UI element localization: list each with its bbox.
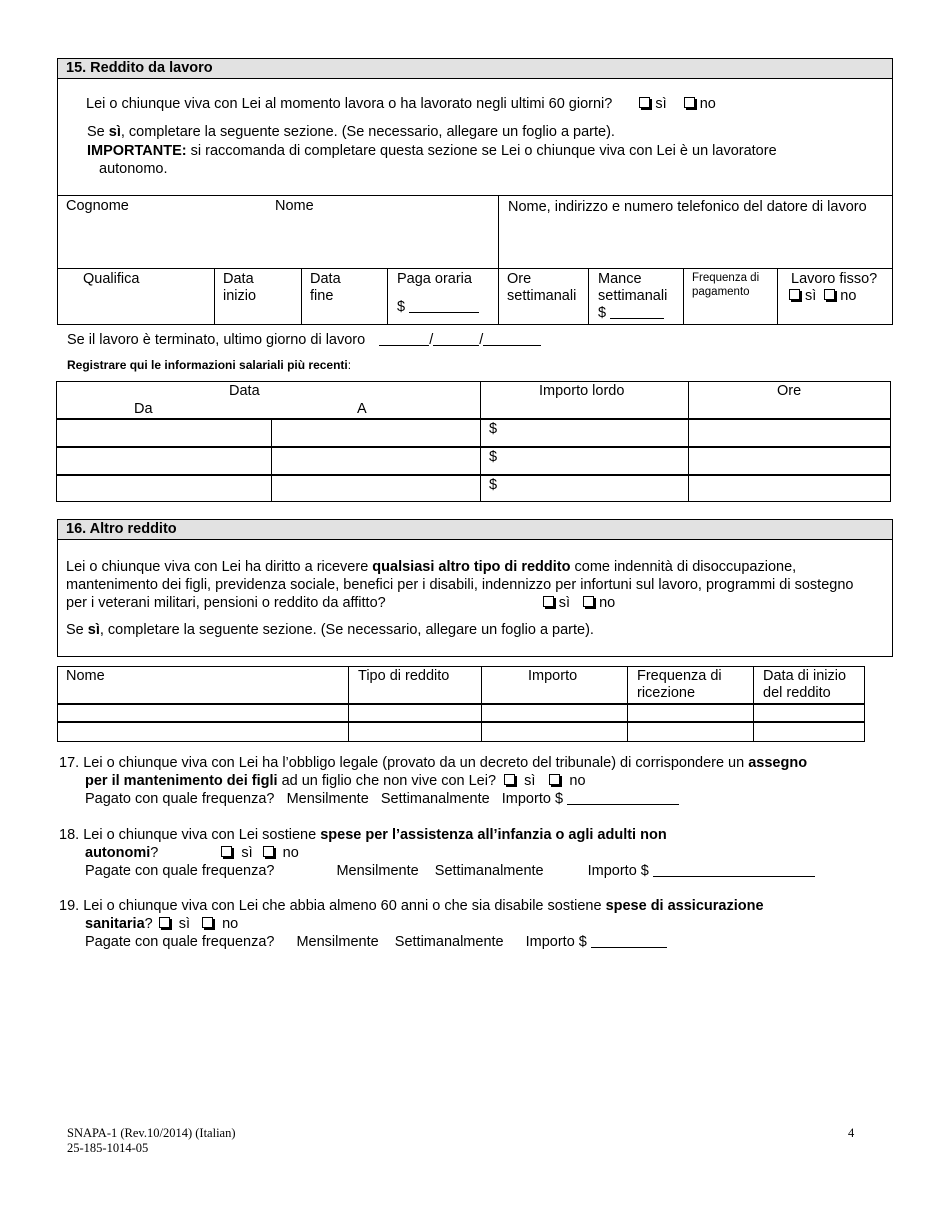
salary-note: Registrare qui le informazioni salariali più recenti: xyxy=(67,358,352,372)
salary-col-data: Data xyxy=(229,383,260,399)
income-col-tipo: Tipo di reddito xyxy=(358,668,450,684)
salary-col-importo: Importo lordo xyxy=(539,383,625,399)
q17-no-checkbox[interactable] xyxy=(549,774,560,785)
q19-yes-checkbox[interactable] xyxy=(159,917,170,928)
last-day-month[interactable] xyxy=(379,333,429,346)
last-day-line: Se il lavoro è terminato, ultimo giorno di lavoro / / xyxy=(67,332,541,348)
page-number: 4 xyxy=(848,1126,855,1140)
q18-weekly[interactable]: Settimanalmente xyxy=(434,863,544,879)
salary-row-dollar: $ xyxy=(489,477,498,493)
col-mance: Mance settimanali $ xyxy=(598,271,668,321)
section-16-header xyxy=(58,520,892,540)
s15-no-checkbox[interactable] xyxy=(684,97,695,108)
salary-row-dollar: $ xyxy=(489,421,498,437)
q17-amount-field[interactable] xyxy=(567,792,679,805)
salary-col-ore: Ore xyxy=(777,383,802,399)
col-qualifica: Qualifica xyxy=(83,271,140,287)
q19: 19. Lei o chiunque viva con Lei che abbia almeno 60 anni o che sia disabile sostiene spese di assicurazione sanitaria? sì no Pagate con quale frequenza? Mensilmente Settimanalmente Importo $ xyxy=(59,898,764,950)
s15-important: IMPORTANTE: si raccomanda di completare questa sezione se Lei o chiunque viva con Lei è un lavoratore autonomo. xyxy=(87,143,777,177)
col-lavoro-fisso: Lavoro fisso? sì no xyxy=(791,271,878,304)
q17-monthly[interactable]: Mensilmente xyxy=(286,791,369,807)
section-15-header xyxy=(58,59,892,79)
s15-question: Lei o chiunque viva con Lei al momento lavora o ha lavorato negli ultimi 60 giorni? sì no xyxy=(86,96,716,112)
q18-monthly[interactable]: Mensilmente xyxy=(336,863,419,879)
q18-amount-field[interactable] xyxy=(653,864,815,877)
salary-row-dollar: $ xyxy=(489,449,498,465)
section-15-title: 15. Reddito da lavoro xyxy=(66,60,213,76)
col-data-fine: Data fine xyxy=(310,271,341,304)
q18-yes-checkbox[interactable] xyxy=(221,846,232,857)
income-col-frequenza: Frequenza di ricezione xyxy=(637,668,722,701)
s16-no-checkbox[interactable] xyxy=(583,596,594,607)
q18-no-checkbox[interactable] xyxy=(263,846,274,857)
income-col-nome: Nome xyxy=(66,668,105,684)
income-col-data-inizio: Data di inizio del reddito xyxy=(763,668,847,701)
col-cognome: Cognome xyxy=(66,198,129,214)
last-day-day[interactable] xyxy=(433,333,479,346)
q19-monthly[interactable]: Mensilmente xyxy=(296,934,379,950)
s16-if-yes: Se sì, completare la seguente sezione. (Se necessario, allegare un foglio a parte). xyxy=(66,622,594,638)
q17: 17. Lei o chiunque viva con Lei ha l’obbligo legale (provato da un decreto del tribunale) di corrispondere un assegno per il mantenimento dei figli ad un figlio che non vive con Lei? sì no Pagato con quale frequenza? Mensilmente Settimanalmente Importo $ xyxy=(59,755,808,807)
lavoro-fisso-yes-checkbox[interactable] xyxy=(789,289,800,300)
last-day-year[interactable] xyxy=(483,333,541,346)
q17-weekly[interactable]: Settimanalmente xyxy=(380,791,490,807)
footer-code: 25-185-1014-05 xyxy=(67,1141,149,1155)
col-nome: Nome xyxy=(275,198,314,214)
q19-amount-field[interactable] xyxy=(591,935,667,948)
q19-no-checkbox[interactable] xyxy=(202,917,213,928)
s15-if-yes: Se sì, completare la seguente sezione. (Se necessario, allegare un foglio a parte). xyxy=(87,124,615,140)
q19-weekly[interactable]: Settimanalmente xyxy=(394,934,504,950)
salary-col-da: Da xyxy=(134,401,153,417)
q18: 18. Lei o chiunque viva con Lei sostiene spese per l’assistenza all’infanzia o agli adulti non autonomi? sì no Pagate con quale frequenza? Mensilmente Settimanalmente Importo $ xyxy=(59,826,869,880)
s16-paragraph: Lei o chiunque viva con Lei ha diritto a ricevere qualsiasi altro tipo di reddito come indennità di disoccupazione, mantenimento dei figli, previdenza sociale, benefici per i disabili, indennizzo per infortuni sul lavoro, programmi di sostegno per i veterani militari, pensioni o reddito da affitto? sì no xyxy=(66,559,854,611)
col-data-inizio: Data inizio xyxy=(223,271,257,304)
lavoro-fisso-no-checkbox[interactable] xyxy=(824,289,835,300)
salary-table xyxy=(56,381,891,502)
col-employer: Nome, indirizzo e numero telefonico del datore di lavoro xyxy=(508,199,867,215)
col-frequenza-pagamento: Frequenza di pagamento xyxy=(692,272,760,298)
col-ore-settimanali: Ore settimanali xyxy=(507,271,577,304)
salary-col-a: A xyxy=(357,401,367,417)
income-col-importo: Importo xyxy=(528,668,578,684)
footer-form-id: SNAPA-1 (Rev.10/2014) (Italian) xyxy=(67,1126,236,1140)
s15-yes-checkbox[interactable] xyxy=(639,97,650,108)
s16-yes-checkbox[interactable] xyxy=(543,596,554,607)
col-paga-oraria: Paga oraria $ xyxy=(397,271,479,316)
section-16-title: 16. Altro reddito xyxy=(66,521,177,537)
q17-yes-checkbox[interactable] xyxy=(504,774,515,785)
